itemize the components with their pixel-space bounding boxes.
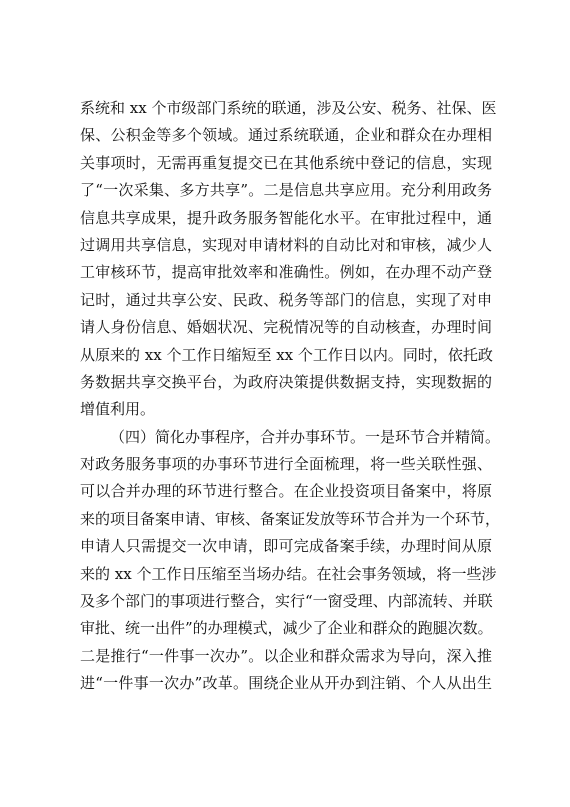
text-line: 申请人只需提交一次申请，即可完成备案手续，办理时间从原 (80, 537, 492, 556)
text-line: 对政务服务事项的办事环节进行全面梳理，将一些关联性强、 (80, 455, 492, 474)
text-line: 关事项时，无需再重复提交已在其他系统中登记的信息，实现 (80, 153, 492, 172)
text-line: 请人身份信息、婚姻状况、完税情况等的自动核查，办理时间 (80, 318, 492, 337)
text-line: 务数据共享交换平台，为政府决策提供数据支持，实现数据的 (80, 372, 492, 391)
text-line: 过调用共享信息，实现对申请材料的自动比对和审核，减少人 (80, 235, 492, 254)
paragraph-end-line: 增值利用。 (80, 400, 156, 419)
text-line: 来的 xx 个工作日压缩至当场办结。在社会事务领域，将一些涉 (80, 564, 497, 583)
text-line: 二是推行“一件事一次办”。以企业和群众需求为导向，深入推 (80, 646, 492, 665)
text-line: 及多个部门的事项进行整合，实行“一窗受理、内部流转、并联 (80, 592, 493, 611)
text-line: 进“一件事一次办”改革。围绕企业从开办到注销、个人从出生 (80, 674, 492, 693)
body-text (80, 95, 501, 698)
text-line: 来的项目备案申请、审核、备案证发放等环节合并为一个环节， (80, 509, 501, 528)
text-line: 保、公积金等多个领域。通过系统联通，企业和群众在办理相 (80, 126, 492, 145)
text-line: 系统和 xx 个市级部门系统的联通，涉及公安、税务、社保、医 (80, 99, 497, 117)
text-line: 记时，通过共享公安、民政、税务等部门的信息，实现了对申 (80, 290, 492, 309)
text-line: 工审核环节，提高审批效率和准确性。例如，在办理不动产登 (80, 263, 492, 282)
text-line: 信息共享成果，提升政务服务智能化水平。在审批过程中，通 (80, 208, 492, 227)
text-line: 从原来的 xx 个工作日缩短至 xx 个工作日以内。同时，依托政 (80, 345, 493, 364)
text-line: 了“一次采集、多方共享”。二是信息共享应用。充分利用政务 (80, 181, 492, 200)
text-line: 审批、统一出件”的办理模式，减少了企业和群众的跑腿次数。 (80, 619, 493, 638)
section-heading-line: （四）简化办事程序，合并办事环节。一是环节合并精简。 (110, 427, 501, 446)
text-line: 可以合并办理的环节进行整合。在企业投资项目备案中，将原 (80, 482, 492, 501)
